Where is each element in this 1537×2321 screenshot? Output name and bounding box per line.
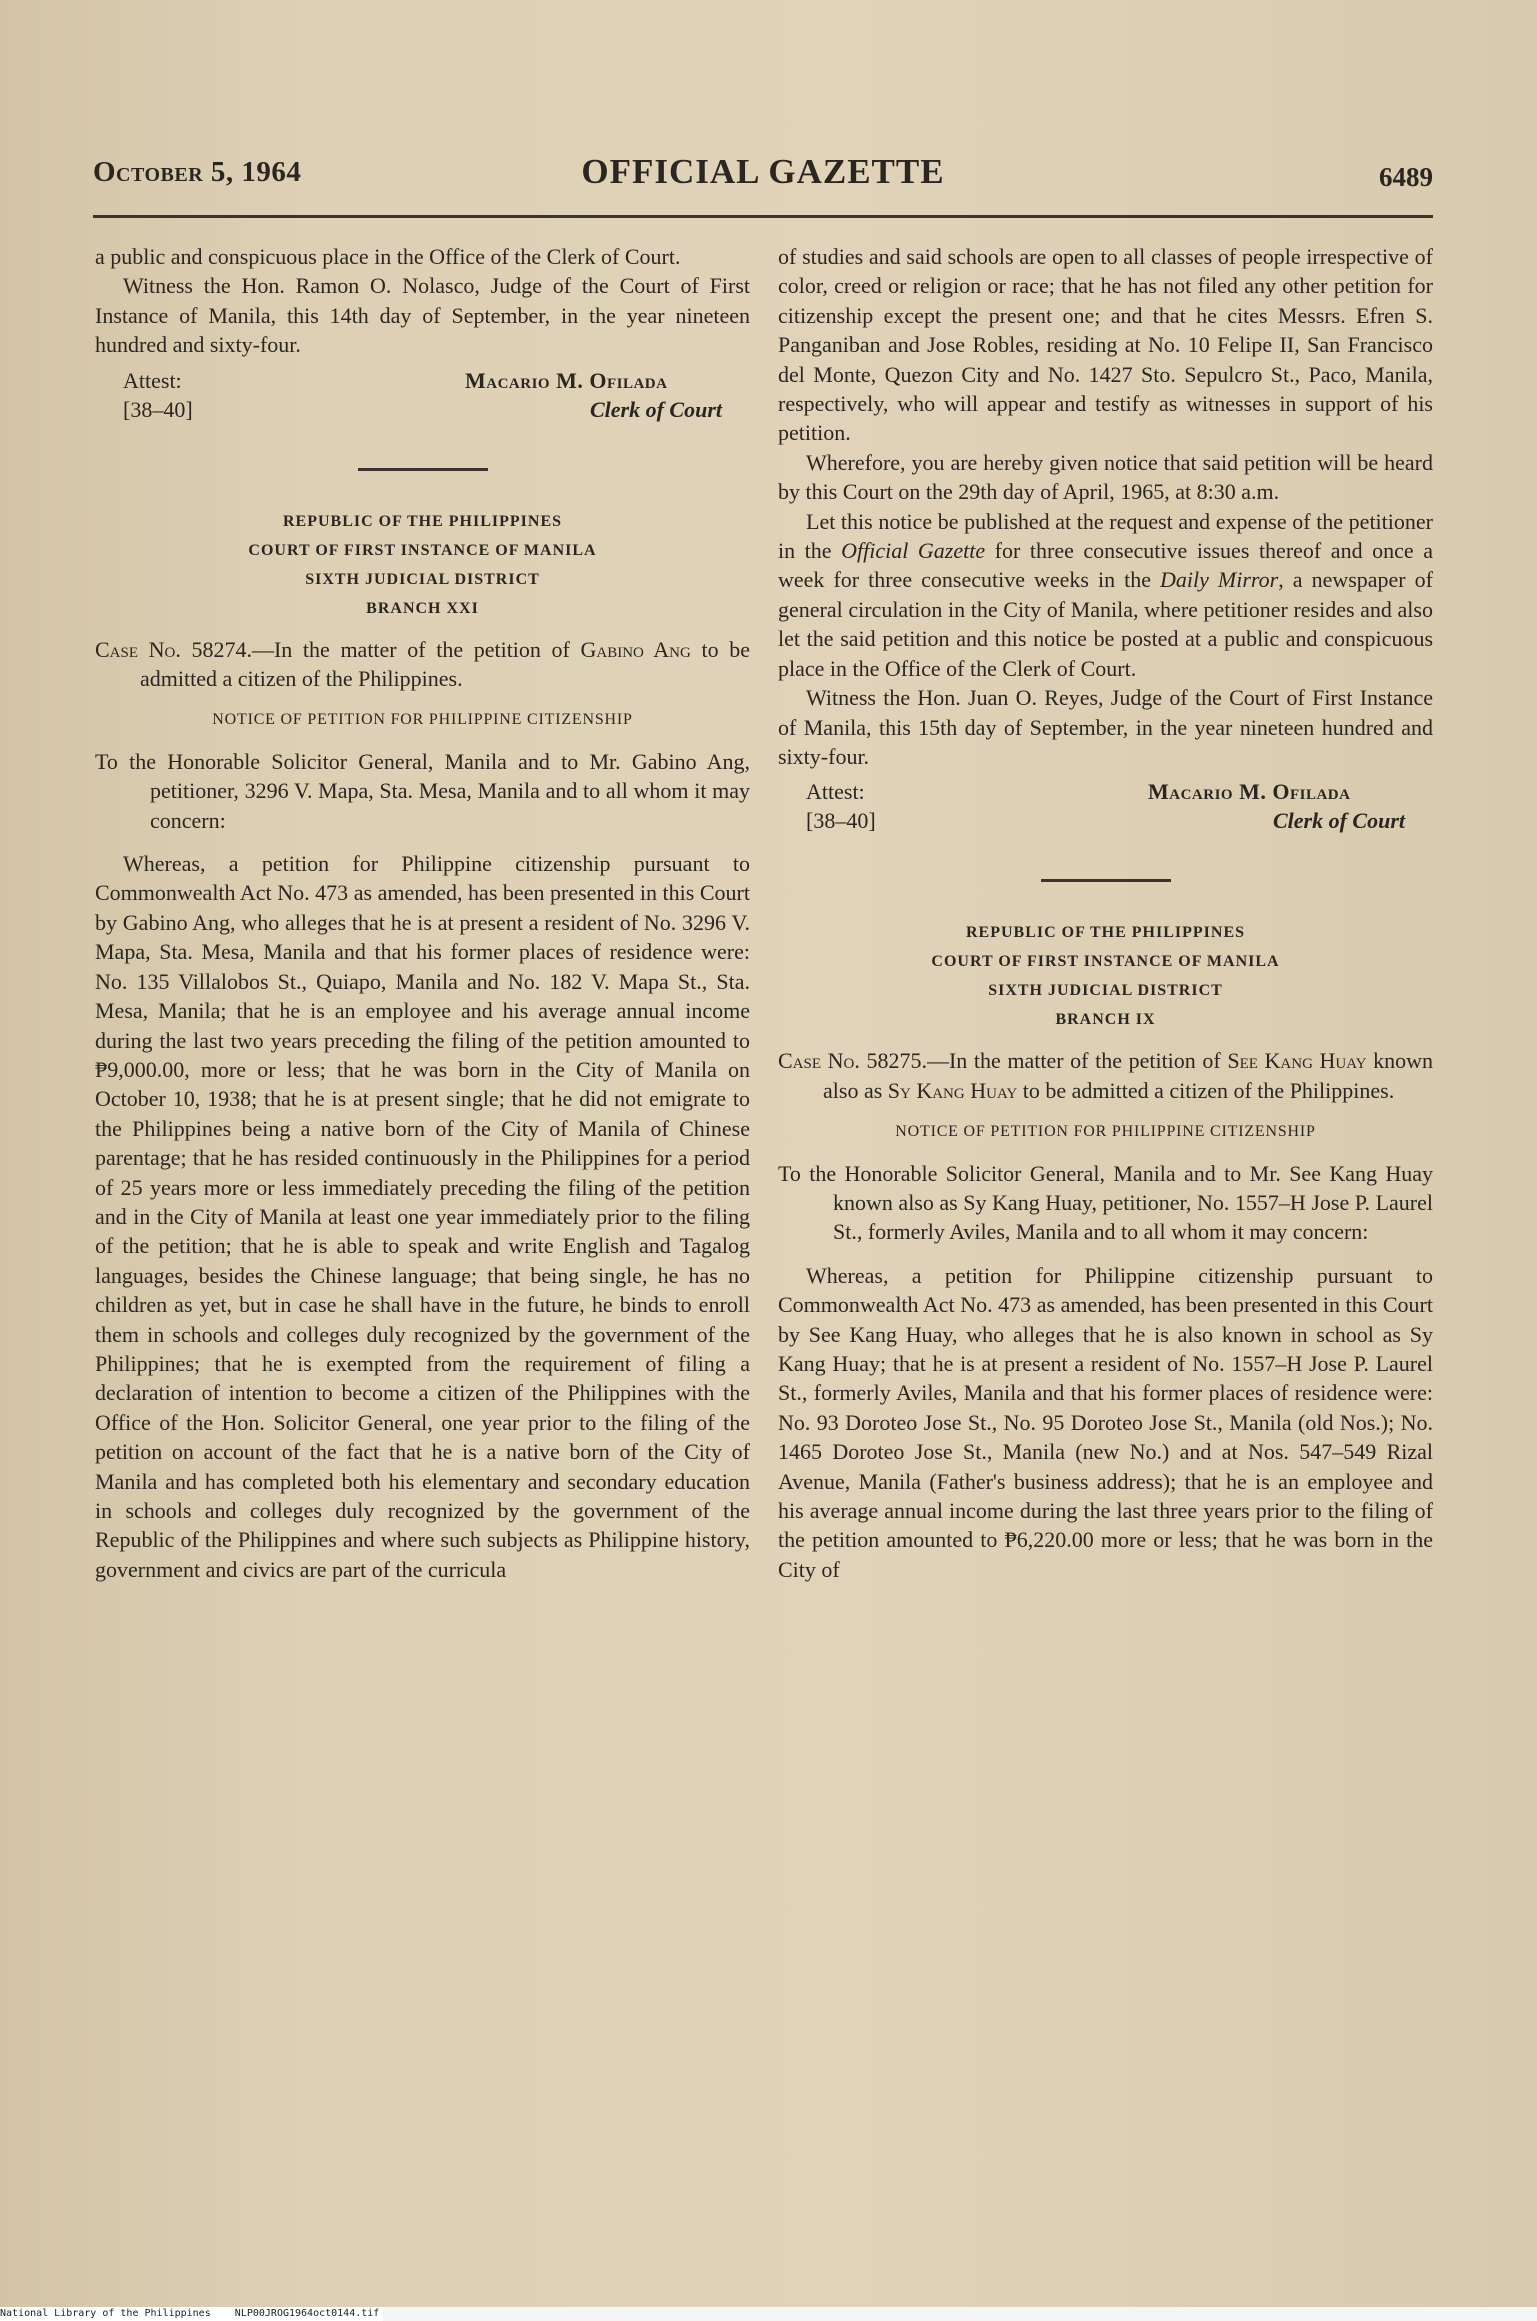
attest-role: Clerk of Court [1272, 808, 1405, 834]
case-title: Case No. 58274.—In the matter of the petition of Gabino Ang to be admitted a citizen of the Philippines. [95, 636, 750, 692]
attest-label: Attest: [806, 779, 865, 805]
notice-heading: NOTICE OF PETITION FOR PHILIPPINE CITIZENSHIP [212, 711, 633, 729]
section-separator [1041, 879, 1171, 882]
attest-role: Clerk of Court [589, 396, 722, 422]
attestation [95, 366, 750, 428]
page-number: 6489 [1379, 162, 1433, 192]
issue-date: October 5, 1964 [93, 156, 302, 188]
paragraph: Let this notice be published at the request and expense of the petitioner in the Official Gazette for three consecutive issues thereof and once a week for three consecutive weeks in the Daily Mirror, a newspaper of general circulation in the City of Manila, where petitioner resides and also let the said petition and this notice be posted at a public and conspicuous place in the Office of the Clerk of Court. [778, 508, 1433, 681]
section-separator [358, 468, 488, 471]
attest-name: Macario M. Ofilada [464, 367, 668, 393]
paragraph: Wherefore, you are hereby given notice that said petition will be heard by this Court on the 29th day of April, 1965, at 8:30 a.m. [778, 449, 1433, 505]
paragraph: Witness the Hon. Juan O. Reyes, Judge of the Court of First Instance of Manila, this 15th day of September, in the year nineteen hundred and sixty-four. [778, 685, 1433, 769]
paragraph: a public and conspicuous place in the Office of the Clerk of Court. [95, 244, 681, 269]
address-block: To the Honorable Solicitor General, Manila and to Mr. Gabino Ang, petitioner, 3296 V. Mapa, Sta. Mesa, Manila and to all whom it may concern: [95, 748, 750, 833]
case-title: Case No. 58275.—In the matter of the petition of See Kang Huay known also as Sy Kang Huay to be admitted a citizen of the Philippines. [778, 1048, 1434, 1103]
paragraph: Whereas, a petition for Philippine citizenship pursuant to Commonwealth Act No. 473 as amended, has been presented in this Court by See Kang Huay, who alleges that he is also known in school as Sy Kang Huay; that he is at present a resident of No. 1557–H Jose P. Laurel St., formerly Aviles, Manila and that his former places of residence were: No. 93 Doroteo Jose St., No. 95 Doroteo Jose St., Manila (old Nos.); No. 1465 Doroteo Jose St., Manila (new No.) and at Nos. 547–549 Rizal Avenue, Manila (Father's business address); that he is an employee and his average annual income during the last three years prior to the filing of the petition amounted to ₱6,220.00 more or less; that he was born in the City of [778, 1262, 1433, 1582]
attest-label: Attest: [123, 367, 182, 393]
left-column [95, 242, 750, 1584]
page-header [93, 152, 1433, 200]
attest-name: Macario M. Ofilada [1147, 779, 1351, 805]
attestation [778, 777, 1433, 839]
paragraph: of studies and said schools are open to all classes of people irrespective of color, creed or religion or race; that he has not filed any other petition for citizenship except the present one; and that he cites Messrs. Efren S. Panganiban and Jose Robles, residing at No. 10 Felipe II, San Francisco del Monte, Quezon City and No. 1427 Sto. Sepulcro St., Paco, Manila, respectively, who will appear and testify as witnesses in support of his petition. [778, 244, 1433, 446]
court-heading: REPUBLIC OF THE PHILIPPINES COURT OF FIRST INSTANCE OF MANILA SIXTH JUDICIAL DISTRICT BRANCH XXI [248, 512, 597, 617]
publication-title: OFFICIAL GAZETTE [581, 152, 945, 191]
address-block: To the Honorable Solicitor General, Manila and to Mr. See Kang Huay known also as Sy Kang Huay, petitioner, No. 1557–H Jose P. Laurel St., formerly Aviles, Manila and to all whom it may concern: [778, 1160, 1433, 1245]
notice-heading: NOTICE OF PETITION FOR PHILIPPINE CITIZENSHIP [895, 1123, 1316, 1141]
attest-reference: [38–40] [806, 808, 876, 834]
header-rule [93, 215, 1433, 218]
attest-reference: [38–40] [123, 396, 193, 422]
scan-footer: National Library of the Philippines NLP00JROG1964oct0144.tif [0, 2307, 383, 2321]
court-heading: REPUBLIC OF THE PHILIPPINES COURT OF FIRST INSTANCE OF MANILA SIXTH JUDICIAL DISTRICT BRANCH IX [931, 924, 1280, 1029]
paragraph: Witness the Hon. Ramon O. Nolasco, Judge of the Court of First Instance of Manila, this 14th day of September, in the year nineteen hundred and sixty-four. [95, 273, 750, 358]
paragraph: Whereas, a petition for Philippine citizenship pursuant to Commonwealth Act No. 473 as amended, has been presented in this Court by Gabino Ang, who alleges that he is at present a resident of No. 3296 V. Mapa, Sta. Mesa, Manila and that his former places of residence were: No. 135 Villalobos St., Quiapo, Manila and No. 182 V. Mapa St., Sta. Mesa, Manila; that he is an employee and his average annual income during the last two years preceding the filing of the petition amounted to ₱9,000.00, more or less; that he was born in the City of Manila on October 10, 1938; that he is at present single; that he did not emigrate to the Philippines being a native born of the City of Manila of Chinese parentage; that he has resided continuously in the Philippines for a period of 25 years more or less immediately preceding the filing of the petition and in the City of Manila at least one year immediately prior to the filing of the petition; that he is able to speak and write English and Tagalog languages, besides the Chinese language; that being single, he has no children as yet, but in case he shall have in the future, he binds to enroll them in schools and colleges duly recognized by the government of the Philippines; that he is exempted from the requirement of filing a declaration of intention to become a citizen of the Philippines with the Office of the Hon. Solicitor General, one year prior to the filing of the petition on account of the fact that he is a native born of the City of Manila and has completed both his elementary and secondary education in schools and colleges duly recognized by the government of the Republic of the Philippines and where such subjects as Philippine history, government and civics are part of the curricula [95, 851, 750, 1582]
right-column [778, 242, 1433, 1584]
